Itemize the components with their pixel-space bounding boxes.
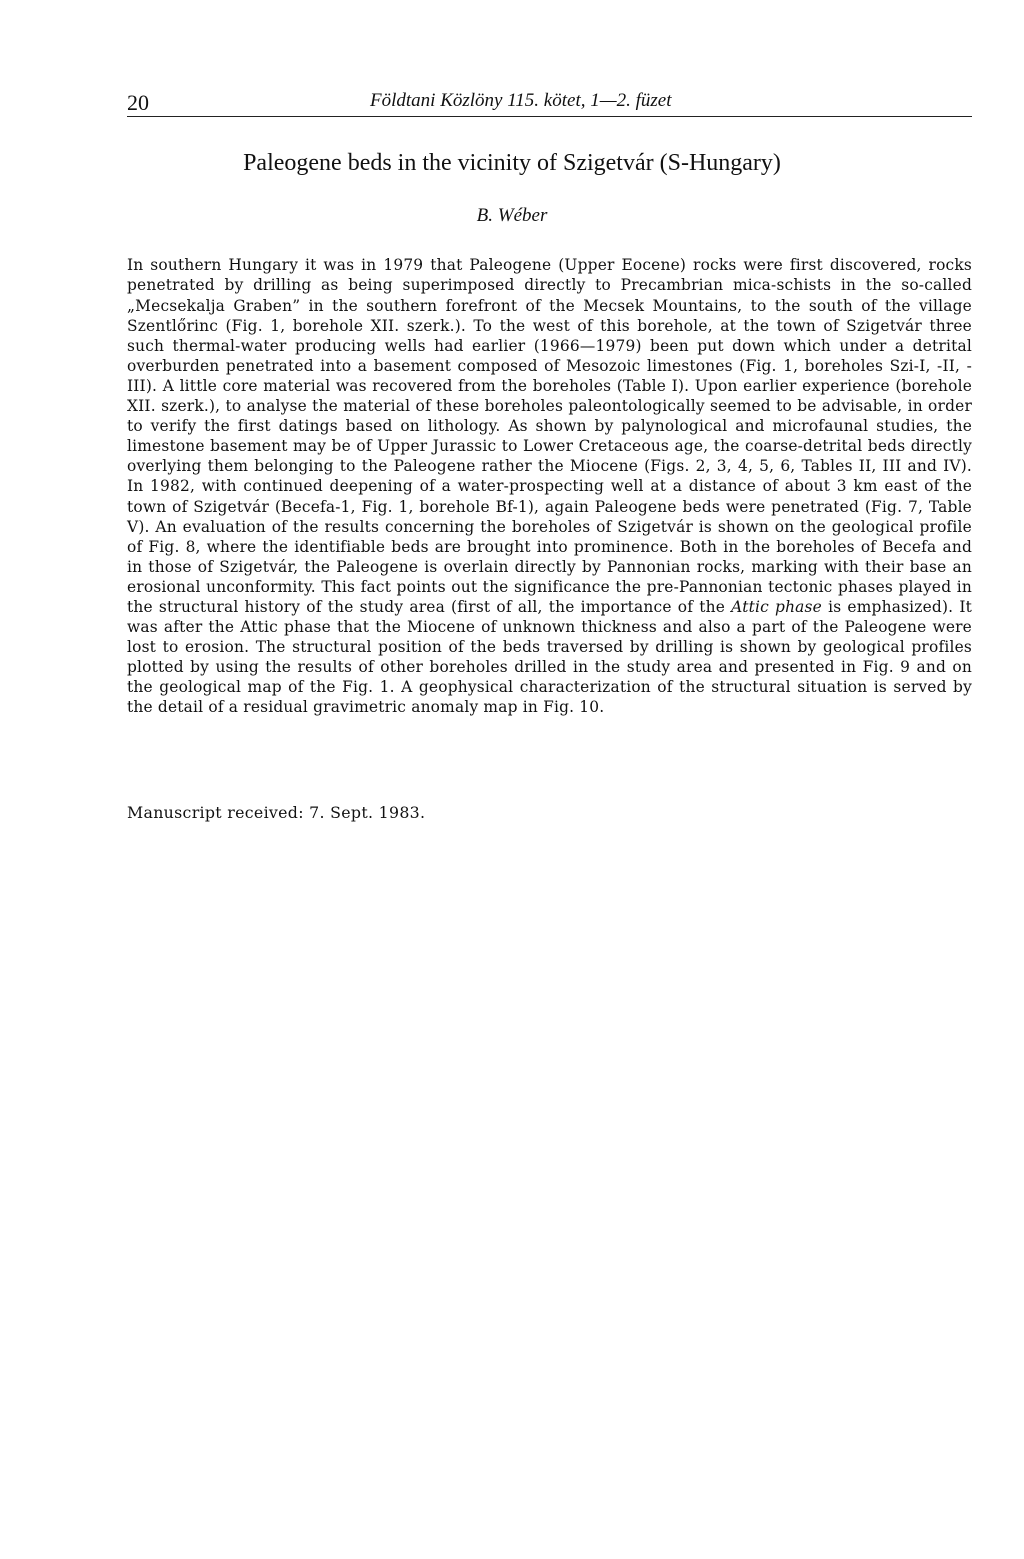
abstract-emphasis: Attic phase (731, 597, 822, 616)
running-head (127, 86, 972, 117)
page-number: 20 (127, 90, 149, 115)
manuscript-received: Manuscript received: 7. Sept. 1983. (127, 803, 426, 822)
paper-title: Paleogene beds in the vicinity of Szigetvár (S-Hungary) (243, 150, 781, 176)
author-name: B. Wéber (476, 205, 548, 226)
abstract-text-tail: is emphasized). It was after the Attic phase that the Miocene of unknown thickness and also a part of the Paleogene were lost to erosion. The structural position of the beds traversed by drilling is shown by geological profiles plotted by using the results of other boreholes drilled in the study area and presented in Fig. 9 and on the geological map of the Fig. 1. A geophysical characterization of the structural situation is served by the detail of a residual gravimetric anomaly map in Fig. 10. (127, 597, 973, 717)
abstract-paragraph (127, 255, 972, 717)
journal-title: Földtani Közlöny 115. kötet, 1—2. füzet (370, 90, 672, 111)
abstract-text: In southern Hungary it was in 1979 that Paleogene (Upper Eocene) rocks were first discovered, rocks penetrated by drilling as being superimposed directly to Precambrian mica-schists in the so-called „Mecsekalja Graben” in the southern forefront of the Mecsek Mountains, to the south of the village Szentlőrinc (Fig. 1, borehole XII. szerk.). To the west of this borehole, at the town of Szigetvár three such thermal-water producing wells had earlier (1966—1979) been put down which under a detrital overburden penetrated into a basement composed of Mesozoic limestones (Fig. 1, boreholes Szi-I, -II, -III). A little core material was recovered from the boreholes (Table I). Upon earlier experience (borehole XII. szerk.), to analyse the material of these boreholes paleontologically seemed to be advisable, in order to verify the first datings based on lithology. As shown by palynological and microfaunal studies, the limestone basement may be of Upper Jurassic to Lower Cretaceous age, the coarse-detrital beds directly overlying them belonging to the Paleogene rather the Miocene (Figs. 2, 3, 4, 5, 6, Tables II, III and IV). In 1982, with continued deepening of a water-prospecting well at a distance of about 3 km east of the town of Szigetvár (Becefa-1, Fig. 1, borehole Bf-1), again Paleogene beds were penetrated (Fig. 7, Table V). An evaluation of the results concerning the boreholes of Szigetvár is shown on the geological profile of Fig. 8, where the identifiable beds are brought into prominence. Both in the boreholes of Becefa and in those of Szigetvár, the Paleogene is overlain directly by Pannonian rocks, marking with their base an erosional unconformity. This fact points out the significance the pre-Pannonian tectonic phases played in the structural history of the study area (first of all, the importance of the (127, 256, 972, 616)
